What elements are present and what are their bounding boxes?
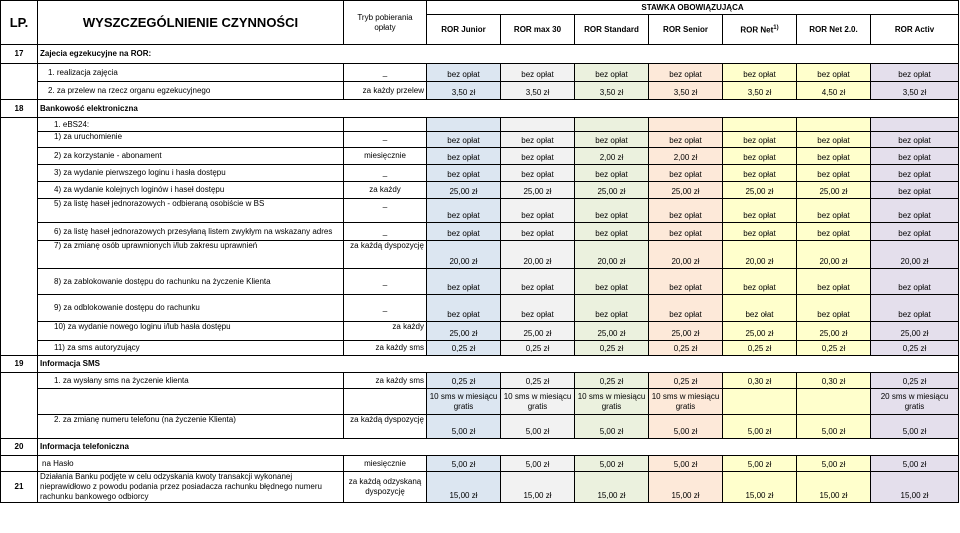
product-header <box>723 15 797 45</box>
fee-cell: bez opłat <box>427 148 501 165</box>
table-row <box>1 269 959 295</box>
table-row <box>1 456 959 472</box>
product-header <box>427 15 501 45</box>
fee-mode: za każdą dyspozycję <box>344 241 427 269</box>
fee-cell: bez opłat <box>427 64 501 82</box>
fee-cell: 5,00 zł <box>575 456 649 472</box>
table-row <box>1 199 959 223</box>
fee-mode: za każdy sms <box>344 373 427 389</box>
lp-cell <box>1 182 38 199</box>
fee-cell: bez opłat <box>501 199 575 223</box>
section-number: 21 <box>1 472 38 503</box>
fee-cell: 25,00 zł <box>501 182 575 199</box>
fee-cell: 5,00 zł <box>723 456 797 472</box>
fee-note: 20 sms w miesiącu gratis <box>871 389 959 415</box>
empty-cell <box>871 118 959 132</box>
fee-label: na Hasło <box>38 456 344 472</box>
fee-cell: bez opłat <box>723 199 797 223</box>
fee-cell: bez opłat <box>501 148 575 165</box>
fee-mode: _ <box>344 165 427 182</box>
fee-cell: 5,00 zł <box>797 415 871 439</box>
fee-note: 10 sms w miesiącu gratis <box>501 389 575 415</box>
fee-cell: 20,00 zł <box>501 241 575 269</box>
fee-cell: 0,25 zł <box>649 341 723 356</box>
fee-cell: bez opłat <box>575 132 649 148</box>
table-row <box>1 118 959 132</box>
product-name: ROR Junior <box>441 24 486 34</box>
empty-cell <box>38 389 344 415</box>
fee-cell: bez opłat <box>871 165 959 182</box>
fee-cell: 0,25 zł <box>427 341 501 356</box>
fee-cell: 0,25 zł <box>797 341 871 356</box>
fee-label: 11) za sms autoryzujący <box>38 341 344 356</box>
empty-cell <box>427 118 501 132</box>
product-name: ROR Senior <box>663 24 708 34</box>
fee-cell: bez opłat <box>871 64 959 82</box>
fee-cell: bez opłat <box>575 199 649 223</box>
fee-cell: 4,50 zł <box>797 82 871 100</box>
column-tryb: Tryb pobierania opłaty <box>344 1 427 45</box>
lp-cell <box>1 118 38 132</box>
fee-cell: 25,00 zł <box>649 322 723 341</box>
fee-cell: 0,25 zł <box>723 341 797 356</box>
fee-cell: bez opłat <box>501 269 575 295</box>
fee-mode: za każdy <box>344 182 427 199</box>
fee-cell: bez opłat <box>723 165 797 182</box>
fee-label: 2. za zmianę numeru telefonu (na życzenie Klienta) <box>38 415 344 439</box>
fee-cell: 0,30 zł <box>797 373 871 389</box>
product-header <box>501 15 575 45</box>
column-lp: LP. <box>1 1 38 45</box>
fee-cell: 20,00 zł <box>723 241 797 269</box>
fee-cell: bez opłat <box>723 148 797 165</box>
fee-mode: _ <box>344 269 427 295</box>
fee-cell: 5,00 zł <box>649 456 723 472</box>
fee-cell: bez opłat <box>501 64 575 82</box>
fee-cell: 5,00 zł <box>427 415 501 439</box>
fee-mode: _ <box>344 199 427 223</box>
lp-cell <box>1 322 38 341</box>
fee-label: 5) za listę haseł jednorazowych - odbieraną osobiście w BS <box>38 199 344 223</box>
fee-cell: 0,25 zł <box>649 373 723 389</box>
fee-cell: bez opłat <box>797 165 871 182</box>
fee-cell: bez opłat <box>871 223 959 241</box>
table-row <box>1 322 959 341</box>
fee-cell: 20,00 zł <box>575 241 649 269</box>
fee-cell: bez opłat <box>427 199 501 223</box>
fee-cell: bez opłat <box>501 132 575 148</box>
section-title: Bankowość elektroniczna <box>38 100 959 118</box>
table-row <box>1 45 959 64</box>
lp-cell <box>1 223 38 241</box>
lp-cell <box>1 148 38 165</box>
lp-cell <box>1 389 38 415</box>
fee-cell: bez opłat <box>871 182 959 199</box>
section-title: Zajecia egzekucyjne na ROR: <box>38 45 959 64</box>
section-title: Informacja telefoniczna <box>38 439 959 456</box>
fee-mode: za każdą dyspozycję <box>344 415 427 439</box>
fee-label: 6) za listę haseł jednorazowych przesyłaną listem zwykłym na wskazany adres <box>38 223 344 241</box>
fee-cell: bez opłat <box>427 132 501 148</box>
fee-cell: bez opłat <box>501 165 575 182</box>
fee-cell: 15,00 zł <box>649 472 723 503</box>
lp-cell <box>1 82 38 100</box>
fee-mode: _ <box>344 223 427 241</box>
table-row <box>1 64 959 82</box>
lp-cell <box>1 199 38 223</box>
fee-label: 1. realizacja zajęcia <box>38 64 344 82</box>
table-row <box>1 472 959 503</box>
fee-cell: bez opłat <box>871 132 959 148</box>
fee-note: 10 sms w miesiącu gratis <box>575 389 649 415</box>
table-row <box>1 100 959 118</box>
fee-cell: bez opłat <box>649 269 723 295</box>
fee-cell: bez opłat <box>871 199 959 223</box>
section-number: 17 <box>1 45 38 64</box>
fee-label: 7) za zmianę osób uprawnionych i/lub zakresu uprawnień <box>38 241 344 269</box>
fee-cell: 0,25 zł <box>501 373 575 389</box>
fee-mode: za każdą odzyskaną dyspozycję <box>344 472 427 503</box>
fee-cell: 3,50 zł <box>427 82 501 100</box>
fee-cell: 25,00 zł <box>575 182 649 199</box>
empty-cell <box>501 118 575 132</box>
fee-cell: 15,00 zł <box>723 472 797 503</box>
fee-cell: 5,00 zł <box>871 456 959 472</box>
fee-cell: 3,50 zł <box>501 82 575 100</box>
fee-cell: bez opłat <box>427 295 501 322</box>
product-name: ROR Standard <box>584 24 639 34</box>
fee-cell: 20,00 zł <box>427 241 501 269</box>
fee-cell: 25,00 zł <box>723 182 797 199</box>
fee-cell: bez opłat <box>649 64 723 82</box>
fee-cell: bez opłat <box>575 295 649 322</box>
table-row <box>1 415 959 439</box>
fee-cell: 5,00 zł <box>649 415 723 439</box>
fee-label: 2) za korzystanie - abonament <box>38 148 344 165</box>
fee-cell: 25,00 zł <box>501 322 575 341</box>
lp-cell <box>1 373 38 389</box>
fee-cell: bez opłat <box>797 269 871 295</box>
fee-cell: 2,00 zł <box>649 148 723 165</box>
section-number: 19 <box>1 356 38 373</box>
fee-cell: 0,25 zł <box>575 373 649 389</box>
fee-cell: 25,00 zł <box>427 322 501 341</box>
fee-cell: 0,25 zł <box>575 341 649 356</box>
fee-cell: 5,00 zł <box>797 456 871 472</box>
fee-cell: 15,00 zł <box>797 472 871 503</box>
fee-cell: 0,25 zł <box>871 341 959 356</box>
fee-label: 2. za przelew na rzecz organu egzekucyjnego <box>38 82 344 100</box>
empty-cell <box>344 389 427 415</box>
table-row <box>1 241 959 269</box>
fee-cell: bez opłat <box>871 148 959 165</box>
fee-cell: bez opłat <box>427 165 501 182</box>
stawka-header: STAWKA OBOWIĄZUJĄCA <box>427 1 959 15</box>
fee-cell: 5,00 zł <box>723 415 797 439</box>
fee-note: 10 sms w miesiącu gratis <box>427 389 501 415</box>
empty-cell <box>575 118 649 132</box>
fee-cell: 3,50 zł <box>649 82 723 100</box>
fee-note: 10 sms w miesiącu gratis <box>649 389 723 415</box>
fee-cell: bez opłat <box>797 223 871 241</box>
fee-cell: 3,50 zł <box>723 82 797 100</box>
fee-cell: 5,00 zł <box>501 456 575 472</box>
empty-cell <box>797 118 871 132</box>
fee-cell: bez opłat <box>797 132 871 148</box>
fee-cell: 5,00 zł <box>871 415 959 439</box>
empty-cell <box>649 118 723 132</box>
fee-mode: _ <box>344 132 427 148</box>
fee-cell: 0,30 zł <box>723 373 797 389</box>
fee-cell: 3,50 zł <box>575 82 649 100</box>
product-header <box>575 15 649 45</box>
fee-cell: 15,00 zł <box>871 472 959 503</box>
fee-cell: bez opłat <box>797 64 871 82</box>
fee-label: 1) za uruchomienie <box>38 132 344 148</box>
fee-cell: bez opłat <box>575 165 649 182</box>
table-row <box>1 132 959 148</box>
product-header <box>797 15 871 45</box>
fee-label: 10) za wydanie nowego loginu i/lub hasła dostępu <box>38 322 344 341</box>
fee-label: 9) za odblokowanie dostępu do rachunku <box>38 295 344 322</box>
subsection-title: 1. eBS24: <box>38 118 344 132</box>
fee-cell: 15,00 zł <box>427 472 501 503</box>
fee-note <box>797 389 871 415</box>
fee-mode: za każdy <box>344 322 427 341</box>
fee-cell: 25,00 zł <box>427 182 501 199</box>
section-number: 20 <box>1 439 38 456</box>
lp-cell <box>1 341 38 356</box>
lp-cell <box>1 269 38 295</box>
fee-cell: bez opłat <box>723 132 797 148</box>
section-number: 18 <box>1 100 38 118</box>
table-row <box>1 1 959 15</box>
product-name: ROR max 30 <box>513 24 562 34</box>
fee-cell: 2,00 zł <box>575 148 649 165</box>
fee-cell: 25,00 zł <box>723 322 797 341</box>
fee-cell: 15,00 zł <box>575 472 649 503</box>
product-header <box>871 15 959 45</box>
product-name: ROR Activ <box>894 24 935 34</box>
product-header <box>649 15 723 45</box>
table-row <box>1 295 959 322</box>
table-row <box>1 148 959 165</box>
fee-label: Działania Banku podjęte w celu odzyskania kwoty transakcji wykonanej nieprawidłowo z powodu podania przez posiadacza rachunku błędnego numeru rachunku bankowego odbiorcy <box>38 472 344 503</box>
fee-cell: bez opłat <box>575 269 649 295</box>
fee-mode: za każdy sms <box>344 341 427 356</box>
fee-cell: bez opłat <box>797 295 871 322</box>
lp-cell <box>1 456 38 472</box>
fee-cell: bez opłat <box>649 199 723 223</box>
fee-cell: bez opłat <box>649 132 723 148</box>
fee-cell: bez opłat <box>723 223 797 241</box>
fee-mode: miesięcznie <box>344 456 427 472</box>
fee-cell: 5,00 zł <box>575 415 649 439</box>
footnote-mark: 1) <box>773 25 779 32</box>
fee-cell: 25,00 zł <box>797 322 871 341</box>
table-row <box>1 356 959 373</box>
fee-cell: bez opłat <box>723 64 797 82</box>
fee-cell: 0,25 zł <box>427 373 501 389</box>
fee-cell: 15,00 zł <box>501 472 575 503</box>
table-row <box>1 165 959 182</box>
table-row <box>1 373 959 389</box>
lp-cell <box>1 165 38 182</box>
lp-cell <box>1 241 38 269</box>
lp-cell <box>1 64 38 82</box>
fee-cell: bez opłat <box>575 64 649 82</box>
table-row <box>1 223 959 241</box>
table-row <box>1 341 959 356</box>
fee-cell: 25,00 zł <box>575 322 649 341</box>
fee-cell: bez opłat <box>575 223 649 241</box>
fee-cell: 5,00 zł <box>427 456 501 472</box>
fee-cell: bez opłat <box>427 223 501 241</box>
fee-cell: 25,00 zł <box>649 182 723 199</box>
fee-cell: bez opłat <box>649 223 723 241</box>
fee-label: 4) za wydanie kolejnych loginów i haseł dostępu <box>38 182 344 199</box>
table-row <box>1 389 959 415</box>
empty-cell <box>344 118 427 132</box>
fee-cell: 20,00 zł <box>797 241 871 269</box>
fee-mode: za każdy przelew <box>344 82 427 100</box>
fee-cell: bez opłat <box>723 269 797 295</box>
fee-mode: _ <box>344 295 427 322</box>
fee-cell: bez opłat <box>501 223 575 241</box>
lp-cell <box>1 295 38 322</box>
lp-cell <box>1 132 38 148</box>
fee-cell: 0,25 zł <box>871 373 959 389</box>
table-row <box>1 82 959 100</box>
table-row <box>1 439 959 456</box>
fee-mode: miesięcznie <box>344 148 427 165</box>
fee-cell: bez opłat <box>871 295 959 322</box>
lp-cell <box>1 415 38 439</box>
fee-cell: 25,00 zł <box>797 182 871 199</box>
fee-cell: bez opłat <box>649 165 723 182</box>
fee-cell: bez opłat <box>871 269 959 295</box>
fee-cell: 0,25 zł <box>501 341 575 356</box>
fee-cell: bez opłat <box>649 295 723 322</box>
fee-cell: bez ołat <box>723 295 797 322</box>
fee-label: 3) za wydanie pierwszego loginu i hasła dostępu <box>38 165 344 182</box>
product-name: ROR Net <box>740 25 774 35</box>
table-row <box>1 182 959 199</box>
fee-label: 8) za zablokowanie dostępu do rachunku na życzenie Klienta <box>38 269 344 295</box>
fee-cell: bez opłat <box>501 295 575 322</box>
fee-label: 1. za wysłany sms na życzenie klienta <box>38 373 344 389</box>
fee-cell: 25,00 zł <box>871 322 959 341</box>
fee-cell: 20,00 zł <box>649 241 723 269</box>
fee-cell: 5,00 zł <box>501 415 575 439</box>
fee-cell: bez opłat <box>797 148 871 165</box>
section-title: Informacja SMS <box>38 356 959 373</box>
fee-cell: 3,50 zł <box>871 82 959 100</box>
fee-cell: 20,00 zł <box>871 241 959 269</box>
column-wyszczegolnienie: WYSZCZEGÓLNIENIE CZYNNOŚCI <box>38 1 344 45</box>
fee-cell: bez opłat <box>797 199 871 223</box>
product-name: ROR Net 2.0. <box>809 24 858 34</box>
fee-mode: _ <box>344 64 427 82</box>
fee-cell: bez opłat <box>427 269 501 295</box>
empty-cell <box>723 118 797 132</box>
fee-note <box>723 389 797 415</box>
